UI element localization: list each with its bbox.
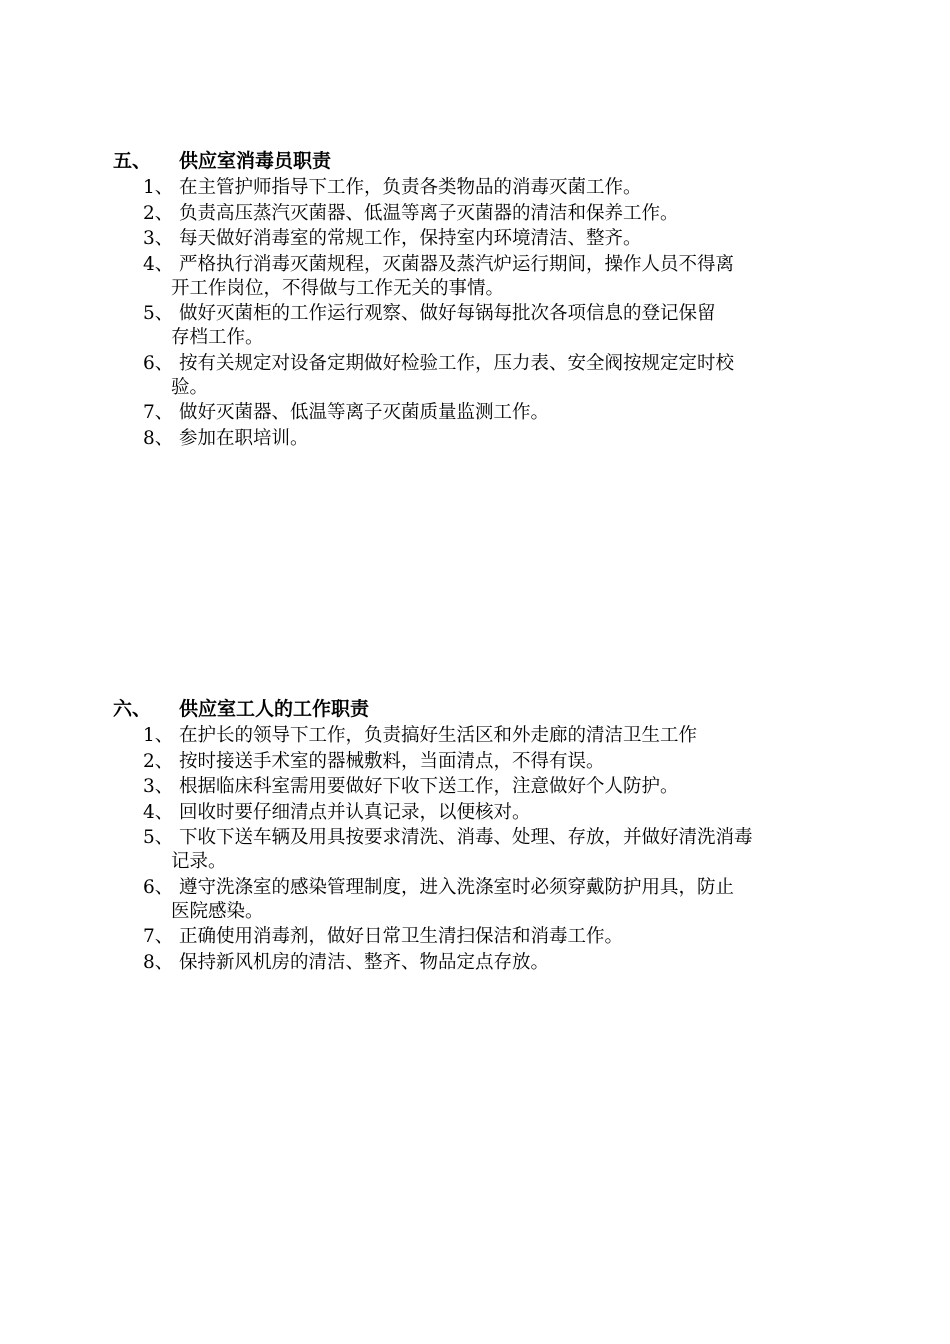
list-item [113,202,848,226]
item-text [171,876,848,924]
item-line: 做好灭菌柜的工作运行观察、做好每锅每批次各项信息的登记保留 [179,303,716,324]
item-number: 1、 [143,177,174,198]
section-number: 六、 [113,698,152,720]
list-item [113,876,848,924]
item-text: 按时接送手术室的器械敷料，当面清点，不得有误。 [179,750,605,772]
list-item [113,227,848,251]
item-text: 在护长的领导下工作，负责搞好生活区和外走廊的清洁卫生工作 [179,725,698,746]
item-text: 每天做好消毒室的常规工作，保持室内环境清洁、整齐。 [179,228,642,249]
item-text [171,826,848,874]
item-text: 在主管护师指导下工作，负责各类物品的消毒灭菌工作。 [179,177,642,198]
list-item [113,801,848,825]
list-item [113,826,848,874]
item-line-continued: 记录。 [171,851,227,872]
item-number: 4、 [143,801,174,823]
section-title: 供应室消毒员职责 [179,150,332,172]
item-number: 6、 [143,352,174,374]
item-number: 7、 [143,926,174,947]
item-number: 2、 [143,750,174,772]
item-number: 3、 [143,228,174,249]
item-number: 3、 [143,776,174,797]
list-item [113,401,848,425]
list-item [113,724,848,748]
item-text: 保持新风机房的清洁、整齐、物品定点存放。 [179,951,550,973]
item-text [171,253,848,301]
item-number: 8、 [143,951,174,973]
item-number: 5、 [143,827,174,848]
list-item [113,253,848,301]
item-number: 7、 [143,402,174,423]
item-number: 8、 [143,427,174,449]
item-line-continued: 验。 [171,376,209,398]
section-worker-duties [113,694,848,976]
item-number: 6、 [143,876,174,898]
item-number: 2、 [143,202,174,224]
item-number: 5、 [143,303,174,324]
section-number: 五、 [113,150,152,172]
section-heading [113,694,848,724]
list-item [113,925,848,949]
item-line: 按有关规定对设备定期做好检验工作，压力表、安全阀按规定定时校 [179,352,735,374]
item-line-continued: 开工作岗位，不得做与工作无关的事情。 [171,277,505,299]
item-number: 4、 [143,253,174,275]
item-line: 遵守洗涤室的感染管理制度，进入洗涤室时必须穿戴防护用具，防止 [179,876,735,898]
section-title: 供应室工人的工作职责 [179,698,370,720]
item-text: 做好灭菌器、低温等离子灭菌质量监测工作。 [179,402,550,423]
duty-list [113,176,848,451]
item-text: 回收时要仔细清点并认真记录，以便核对。 [179,801,531,823]
item-line-continued: 医院感染。 [171,900,264,922]
item-text: 负责高压蒸汽灭菌器、低温等离子灭菌器的清洁和保养工作。 [179,202,679,224]
list-item [113,176,848,200]
item-line-continued: 存档工作。 [171,327,264,348]
duty-list [113,724,848,975]
item-number: 1、 [143,725,174,746]
item-text: 正确使用消毒剂，做好日常卫生清扫保洁和消毒工作。 [179,926,624,947]
list-item [113,352,848,400]
item-text [171,302,848,350]
list-item [113,302,848,350]
item-text [171,352,848,400]
list-item [113,750,848,774]
list-item [113,775,848,799]
item-line: 严格执行消毒灭菌规程，灭菌器及蒸汽炉运行期间，操作人员不得离 [179,253,735,275]
list-item [113,951,848,975]
item-text: 根据临床科室需用要做好下收下送工作，注意做好个人防护。 [179,776,679,797]
section-heading [113,146,848,176]
item-line: 下收下送车辆及用具按要求清洗、消毒、处理、存放，并做好清洗消毒 [179,827,753,848]
section-disinfection-duties [113,146,848,452]
item-text: 参加在职培训。 [179,427,309,449]
list-item [113,427,848,451]
